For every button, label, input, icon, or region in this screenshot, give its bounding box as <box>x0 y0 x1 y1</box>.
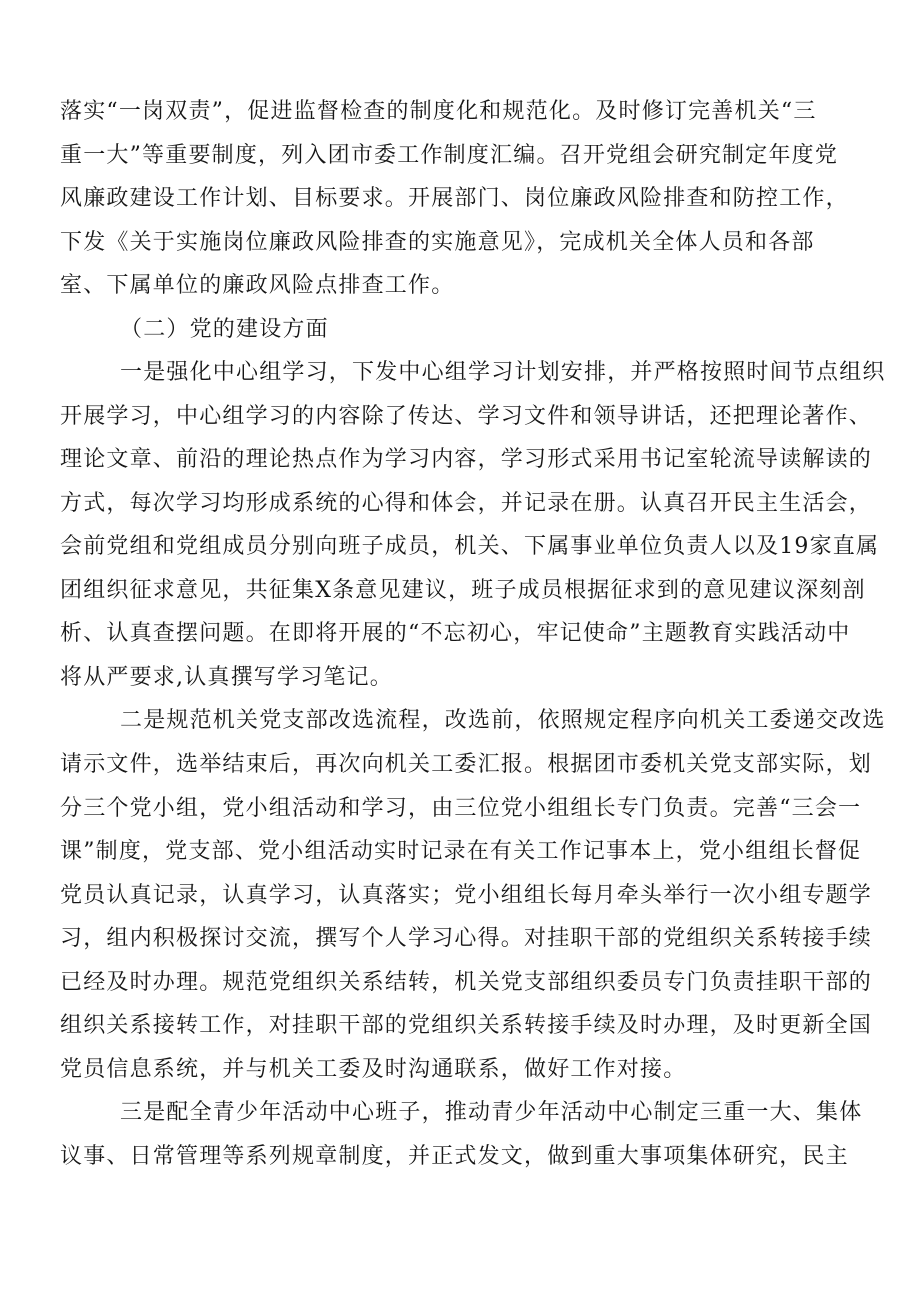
text-line: 析、认真查摆问题。在即将开展的“不忘初心，牢记使命”主题教育实践活动中 <box>60 621 851 647</box>
text-line: 重一大”等重要制度，列入团市委工作制度汇编。召开党组会研究制定年度党 <box>60 142 839 168</box>
text-line: 课”制度，党支部、党小组活动实时记录在有关工作记事本上，党小组组长督促 <box>60 839 862 865</box>
text-line: 请示文件，选举结束后，再次向机关工委汇报。根据团市委机关党支部实际，划 <box>60 751 873 777</box>
text-line: 组织关系接转工作，对挂职干部的党组织关系转接手续及时办理，及时更新全国 <box>60 1013 873 1039</box>
text-line: 团组织征求意见，共征集X条意见建议，班子成员根据征求到的意见建议深刻剖 <box>60 577 866 603</box>
text-line: 议事、日常管理等系列规章制度，并正式发文，做到重大事项集体研究，民主 <box>60 1143 849 1169</box>
paragraph-2 <box>0 699 920 1091</box>
text-line: 党员认真记录，认真学习，认真落实；党小组组长每月牵头举行一次小组专题学 <box>60 882 873 908</box>
text-line: 理论文章、前沿的理论热点作为学习内容，学习形式采用书记室轮流导读解读的 <box>60 447 873 473</box>
text-line: 分三个党小组，党小组活动和学习，由三位党小组组长专门负责。完善“三会一 <box>60 795 862 821</box>
text-line: 已经及时办理。规范党组织关系结转，机关党支部组织委员专门负责挂职干部的 <box>60 969 873 995</box>
text-line: 落实“一岗双责”，促进监督检查的制度化和规范化。及时修订完善机关“三 <box>60 99 817 124</box>
paragraph-3 <box>0 1091 920 1178</box>
text-line: 党员信息系统，并与机关工委及时沟通联系，做好工作对接。 <box>60 1056 687 1082</box>
text-line: 下发《关于实施岗位廉政风险排查的实施意见》，完成机关全体人员和各部 <box>60 229 815 255</box>
paragraph-1 <box>0 351 920 699</box>
text-line: 室、下属单位的廉政风险点排查工作。 <box>60 273 455 299</box>
intro-paragraph <box>0 90 920 308</box>
text-line: 一是强化中心组学习，下发中心组学习计划安排，并严格按照时间节点组织 <box>120 360 886 386</box>
text-line: 开展学习，中心组学习的内容除了传达、学习文件和领导讲话，还把理论著作、 <box>60 403 873 429</box>
section-heading: （二）党的建设方面 <box>120 316 329 342</box>
text-line: 习，组内积极探讨交流，撰写个人学习心得。对挂职干部的党组织关系转接手续 <box>60 926 873 952</box>
text-line: 三是配全青少年活动中心班子，推动青少年活动中心制定三重一大、集体 <box>120 1100 863 1126</box>
text-line: 风廉政建设工作计划、目标要求。开展部门、岗位廉政风险排查和防控工作， <box>60 186 849 212</box>
text-line: 会前党组和党组成员分别向班子成员，机关、下属事业单位负责人以及19家直属 <box>60 534 880 560</box>
text-line: 将从严要求,认真撰写学习笔记。 <box>60 664 393 690</box>
text-line: 方式，每次学习均形成系统的心得和体会，并记录在册。认真召开民主生活会， <box>60 490 873 516</box>
text-line: 二是规范机关党支部改选流程，改选前，依照规定程序向机关工委递交改选 <box>120 708 886 734</box>
